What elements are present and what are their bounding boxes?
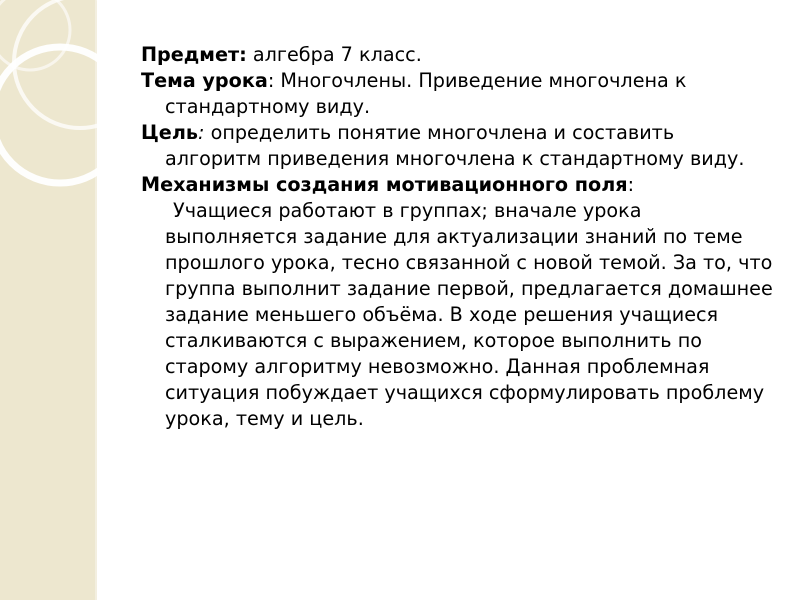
subject-label: Предмет: xyxy=(141,43,247,66)
subject-value: алгебра 7 класс. xyxy=(246,43,422,66)
topic-label: Тема урока xyxy=(141,69,268,92)
mechanisms-heading xyxy=(141,172,776,198)
subject-line xyxy=(141,42,776,68)
mechanisms-colon: : xyxy=(627,173,635,196)
goal-value: определить понятие многочлена и составить алгоритм приведения многочлена к стандартному виду. xyxy=(165,121,745,170)
goal-label: Цель xyxy=(141,121,199,144)
topic-value: Многочлены. Приведение многочлена к стандартному виду. xyxy=(165,69,687,118)
slide-content xyxy=(141,42,776,432)
mechanisms-label: Механизмы создания мотивационного поля xyxy=(141,173,628,196)
topic-colon: : xyxy=(267,69,275,92)
mechanisms-body: Учащиеся работают в группах; вначале урока выполняется задание для актуализации знаний по теме прошлого урока, тесно связанной с новой темой. За то, что группа выполнит задание первой, предлагается домашнее задание меньшего объёма. В ходе решения учащиеся сталкиваются с выражением, которое выполнить по старому алгоритму невозможно. Данная проблемная ситуация побуждает учащихся сформулировать проблему урока, тему и цель. xyxy=(165,199,773,430)
goal-line xyxy=(141,120,776,172)
mechanisms-text xyxy=(141,198,776,432)
topic-line xyxy=(141,68,776,120)
goal-colon: : xyxy=(198,121,205,144)
